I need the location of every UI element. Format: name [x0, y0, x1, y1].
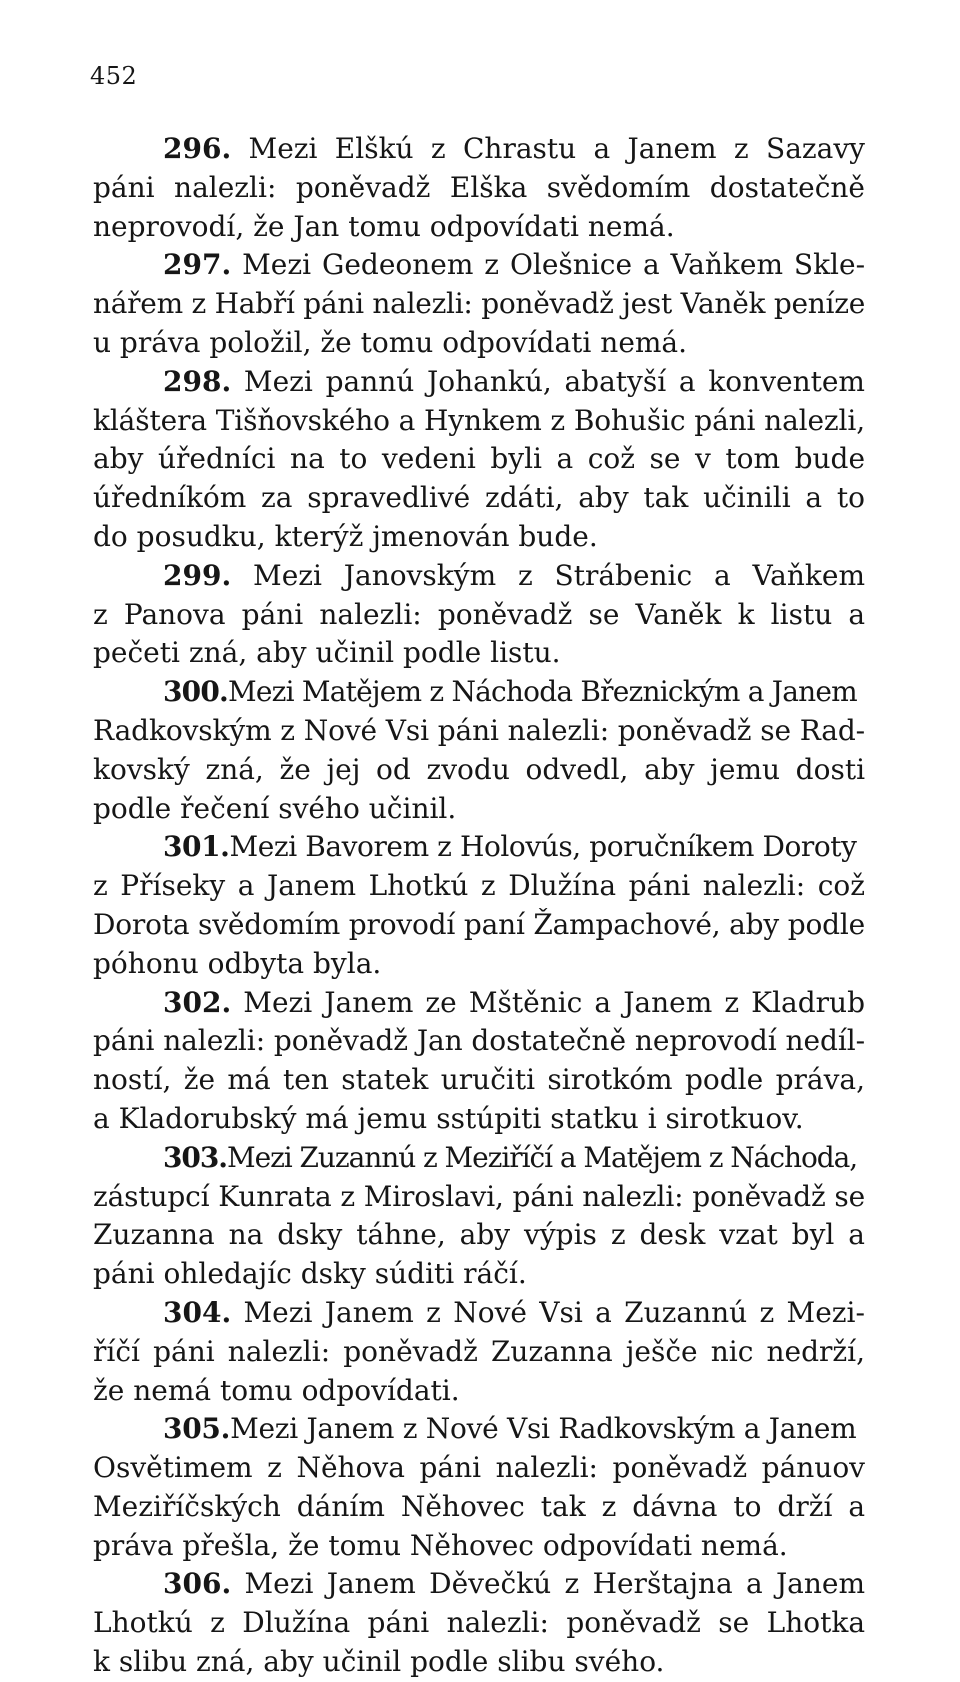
line-text: pečeti zná, aby učinil podle listu.	[93, 636, 561, 670]
text-line	[93, 1527, 865, 1566]
text-line	[93, 1604, 865, 1643]
line-text: z Panova páni nalezli: poněvadž se Vaněk k listu a	[93, 597, 865, 631]
text-line	[93, 518, 865, 557]
paragraph-start-line	[93, 130, 865, 169]
line-text: Mezi Bavorem z Holovús, poručníkem Doroty	[229, 830, 857, 864]
text-line	[93, 945, 865, 984]
paragraph-start-line	[93, 828, 865, 867]
text-line	[93, 1178, 865, 1217]
line-text: úředníkóm za spravedlivé zdáti, aby tak učinili a to	[93, 481, 865, 515]
text-line	[93, 1061, 865, 1100]
line-text: nářem z Habří páni nalezli: poněvadž jest Vaněk peníze	[93, 287, 865, 321]
line-text: páni ohledajíc dsky súditi ráčí.	[93, 1257, 527, 1291]
text-line	[93, 440, 865, 479]
paragraph-number: 296.	[163, 132, 232, 165]
line-text: Radkovským z Nové Vsi páni nalezli: poněvadž se Rad-	[93, 713, 865, 747]
paragraph-start-line	[93, 1139, 865, 1178]
text-line	[93, 1488, 865, 1527]
text-line	[93, 402, 865, 441]
line-text: a Kladorubský má jemu sstúpiti statku i sirotkuov.	[93, 1101, 804, 1135]
text-line	[93, 169, 865, 208]
text-line	[93, 1255, 865, 1294]
text-line	[93, 790, 865, 829]
text-line	[93, 1333, 865, 1372]
page-number: 452	[90, 62, 138, 90]
line-text: Mezi Janem ze Mštěnic a Janem z Kladrub	[231, 985, 865, 1019]
paragraph-start-line	[93, 246, 865, 285]
text-line	[93, 208, 865, 247]
text-line	[93, 285, 865, 324]
line-text: Mezi pannú Johankú, abatyší a konventem	[231, 364, 865, 398]
line-text: Lhotkú z Dlužína páni nalezli: poněvadž se Lhotka	[93, 1606, 865, 1640]
text-line	[93, 1449, 865, 1488]
paragraph-number: 305.	[163, 1412, 231, 1446]
line-text: Mezi Janem z Nové Vsi a Zuzannú z Mezi-	[231, 1295, 865, 1329]
text-line	[93, 479, 865, 518]
text-line	[93, 324, 865, 363]
paragraph-start-line	[93, 363, 865, 402]
line-text: aby úředníci na to vedeni byli a což se v tom bude	[93, 442, 865, 476]
line-text: Dorota svědomím provodí paní Žampachové, aby podle	[93, 907, 865, 941]
line-text: Mezi Janem Děvečkú z Herštajna a Janem	[231, 1567, 865, 1601]
line-text: ností, že má ten statek uručiti sirotkóm podle práva,	[93, 1063, 865, 1097]
text-line	[93, 906, 865, 945]
line-text: Mezi Zuzannú z Meziříčí a Matějem z Náchoda,	[226, 1140, 858, 1174]
line-text: podle řečení svého učinil.	[93, 791, 457, 825]
paragraph-number: 299.	[163, 558, 232, 592]
text-line	[93, 867, 865, 906]
paragraph-number: 302.	[163, 985, 232, 1019]
line-text: Mezi Matějem z Náchoda Březnickým a Janem	[228, 675, 857, 709]
paragraph-start-line	[93, 1410, 865, 1449]
paragraph-number: 306.	[163, 1567, 232, 1601]
paragraph-start-line	[93, 984, 865, 1023]
line-text: zástupcí Kunrata z Miroslavi, páni nalezli: poněvadž se	[93, 1179, 865, 1213]
paragraph-start-line	[93, 1294, 865, 1333]
line-text: z Příseky a Janem Lhotkú z Dlužína páni nalezli: což	[93, 869, 865, 903]
line-text: Osvětimem z Něhova páni nalezli: poněvadž pánuov	[93, 1451, 865, 1485]
line-text: že nemá tomu odpovídati.	[93, 1373, 460, 1407]
body-text	[93, 130, 865, 1682]
paragraph-number: 303.	[163, 1140, 227, 1174]
text-line	[93, 1372, 865, 1411]
text-line	[93, 712, 865, 751]
line-text: do posudku, kterýž jmenován bude.	[93, 519, 598, 553]
line-text: Mezi Janem z Nové Vsi Radkovským a Janem	[230, 1412, 857, 1446]
line-text: Zuzanna na dsky táhne, aby výpis z desk vzat byl a	[93, 1218, 865, 1252]
paragraph-start-line	[93, 1565, 865, 1604]
line-text: neprovodí, že Jan tomu odpovídati nemá.	[93, 209, 675, 243]
line-text: páni nalezli: poněvadž Elška svědomím dostatečně	[93, 170, 865, 204]
paragraph-number: 304.	[163, 1295, 232, 1329]
paragraph-number: 300.	[163, 675, 229, 709]
paragraph-number: 301.	[163, 830, 230, 864]
line-text: u práva položil, že tomu odpovídati nemá.	[93, 325, 688, 359]
line-text: páni nalezli: poněvadž Jan dostatečně neprovodí nedíl-	[93, 1024, 865, 1058]
line-text: póhonu odbyta byla.	[93, 946, 382, 980]
line-text: Mezi Gedeonem z Olešnice a Vaňkem Skle-	[231, 248, 865, 282]
line-text: kovský zná, že jej od zvodu odvedl, aby jemu dosti	[93, 752, 865, 786]
text-line	[93, 1022, 865, 1061]
text-line	[93, 596, 865, 635]
paragraph-start-line	[93, 673, 865, 712]
paragraph-number: 297.	[163, 248, 232, 282]
line-text: práva přešla, že tomu Něhovec odpovídati nemá.	[93, 1528, 788, 1562]
paragraph-start-line	[93, 557, 865, 596]
line-text: Meziříčských dáním Něhovec tak z dávna to drží a	[93, 1489, 865, 1523]
paragraph-number: 298.	[163, 364, 232, 398]
line-text: říčí páni nalezli: poněvadž Zuzanna ješče nic nedrží,	[93, 1334, 865, 1368]
text-line	[93, 751, 865, 790]
text-line	[93, 634, 865, 673]
line-text: k slibu zná, aby učinil podle slibu svého.	[93, 1645, 665, 1679]
text-line	[93, 1100, 865, 1139]
line-text: Mezi Janovským z Strábenic a Vaňkem	[231, 558, 865, 592]
text-line	[93, 1643, 865, 1682]
line-text: kláštera Tišňovského a Hynkem z Bohušic páni nalezli,	[93, 403, 865, 437]
line-text: Mezi Elškú z Chrastu a Janem z Sazavy	[231, 132, 865, 165]
text-line	[93, 1216, 865, 1255]
